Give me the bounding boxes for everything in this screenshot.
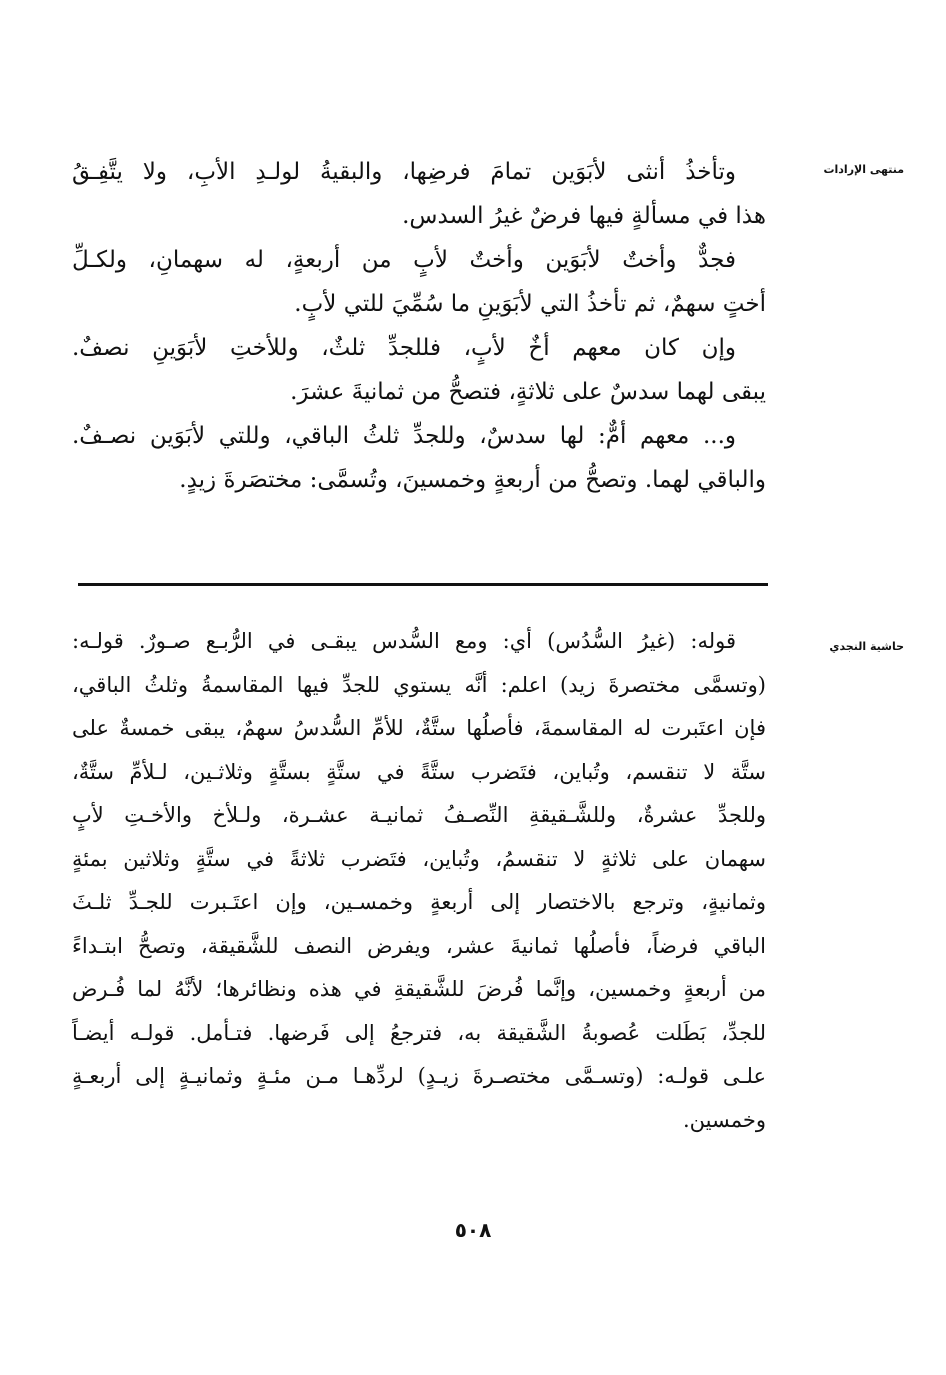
section-divider <box>78 583 768 586</box>
notes-text-line: وللجدِّ عشرةٌ، وللشَّـقيقةِ النِّصـفُ ثمانيـة عشـرة، ولـلأخ والأخـتِ لأبٍ <box>72 803 766 827</box>
notes-text-line: من أربعةٍ وخمسين، وإنَّما فُرضَ للشَّقيقةِ في هذه ونظائرها؛ لأنَّهُ لما فُـرض <box>72 977 766 1001</box>
notes-text-line: علـى قولـه: (وتسـمَّى مختصـرةَ زيـدٍ) لردِّهـا مـن مئـةٍ وثمانيـةٍ إلى أربعـةٍ <box>72 1064 766 1088</box>
main-text-block <box>72 150 766 502</box>
main-text-line: أختٍ سهمٌ، ثم تأخذُ التي لأبَوَينِ ما سُمِّيَ للتي لأبٍ. <box>294 291 766 317</box>
notes-text-line: (وتسمَّى مختصرةَ زيد) اعلم: أنَّه يستوي للجدِّ فيها المقاسمةُ وثلثُ الباقي، <box>72 672 766 697</box>
notes-text-block <box>72 620 766 1142</box>
main-text-line: هذا في مسألةٍ فيها فرضٌ غيرُ السدس. <box>402 203 766 229</box>
main-text-source-label: منتهى الإرادات <box>823 163 904 176</box>
notes-text-line: الباقي فرضاً، فأصلُها ثمانيةَ عشر، ويفرض النصف للشَّقيقة، وتصحُّ ابتـداءً <box>72 933 766 958</box>
notes-source-label: حاشية النجدي <box>829 640 904 653</box>
notes-text-line: قوله: (غيرُ السُّدُس) أي: ومع السُّدس يبقـى في الرُّبـع صـورٌ. قولـه: <box>72 629 736 653</box>
notes-text-line: ستَّة لا تنقسم، وتُباين، فتَضرب ستَّةً في ستَّةٍ بستَّةٍ وثلاثـين، لـلأمِّ ستَّةٌ، <box>72 759 766 784</box>
main-text-line: والباقي لهما. وتصحُّ من أربعةٍ وخمسينَ، وتُسمَّى: مختصَرةَ زيدٍ. <box>179 467 766 493</box>
main-text-line: وتأخذُ أنثى لأبَوَين تمامَ فرضِها، والبقيةُ لولـدِ الأبِ، ولا يتَّفِـقُ <box>72 159 736 185</box>
notes-text-line: سهمان على ثلاثةٍ لا تنقسمُ، وتُباين، فتَضرب ثلاثةً في ستَّةٍ وثلاثين بمئةٍ <box>72 846 766 871</box>
main-text-line: و... معهم أمٌّ: لها سدسٌ، وللجدِّ ثلثُ الباقي، وللتي لأبَوَين نصـفٌ. <box>72 423 736 449</box>
page-number: ٥٠٨ <box>454 1218 492 1242</box>
notes-text-line: وثمانيةٍ، وترجع بالاختصار إلى أربعةٍ وخمسـين، وإن اعتَـبرت للجـدِّ ثلـثَ <box>72 890 766 914</box>
main-text-line: فجدٌّ وأختٌ لأبَوَين وأختٌ لأبٍ من أربعةٍ، له سهمانِ، ولكـلِّ <box>72 247 736 273</box>
notes-text-line: وخمسين. <box>683 1107 766 1132</box>
notes-text-line: للجدِّ، بَطَلت عُصوبةُ الشَّقيقة به، فترجعُ إلى فَرضها. فتـأمل. قولـه أيضـاً <box>72 1020 766 1045</box>
notes-text-line: فإن اعتَبرت له المقاسمةَ، فأصلُها ستَّةٌ، للأمِّ السُّدسُ سهمٌ، يبقى خمسةٌ على <box>72 716 766 740</box>
main-text-line: يبقى لهما سدسٌ على ثلاثةٍ، فتصحُّ من ثمانيةَ عشرَ. <box>290 379 766 405</box>
main-text-line: وإن كان معهم أخٌ لأبٍ، فللجدِّ ثلثٌ، وللأختِ لأبَوَينِ نصفٌ. <box>72 335 736 361</box>
